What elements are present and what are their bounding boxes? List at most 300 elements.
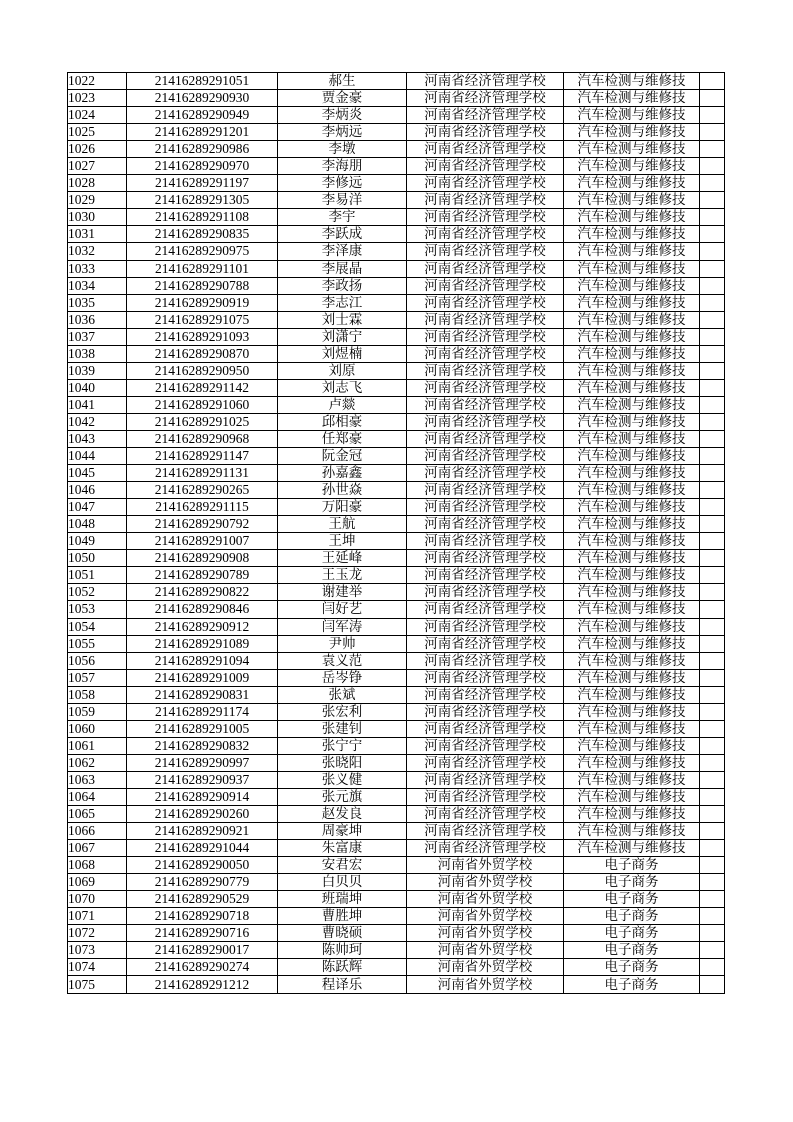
candidate-id: 21416289290265 [127,482,278,499]
empty-cell [700,908,725,925]
empty-cell [700,976,725,993]
empty-cell [700,771,725,788]
major-name: 汽车检测与维修技 [564,669,700,686]
student-name: 卢燚 [278,396,407,413]
table-row [68,90,725,107]
candidate-id: 21416289291051 [127,73,278,90]
empty-cell [700,652,725,669]
table-row [68,567,725,584]
candidate-id: 21416289291142 [127,379,278,396]
table-row [68,635,725,652]
student-name: 王玉龙 [278,567,407,584]
major-name: 汽车检测与维修技 [564,840,700,857]
empty-cell [700,942,725,959]
school-name: 河南省经济管理学校 [407,175,564,192]
empty-cell [700,533,725,550]
candidate-id: 21416289291212 [127,976,278,993]
table-row [68,448,725,465]
table-row [68,874,725,891]
row-number: 1065 [68,806,127,823]
row-number: 1058 [68,686,127,703]
empty-cell [700,840,725,857]
row-number: 1072 [68,925,127,942]
school-name: 河南省经济管理学校 [407,499,564,516]
empty-cell [700,90,725,107]
row-number: 1030 [68,209,127,226]
major-name: 汽车检测与维修技 [564,703,700,720]
major-name: 汽车检测与维修技 [564,430,700,447]
table-row [68,771,725,788]
school-name: 河南省经济管理学校 [407,754,564,771]
student-name: 李墩 [278,141,407,158]
row-number: 1053 [68,601,127,618]
major-name: 汽车检测与维修技 [564,754,700,771]
row-number: 1032 [68,243,127,260]
student-name: 李展晶 [278,260,407,277]
row-number: 1062 [68,754,127,771]
empty-cell [700,311,725,328]
candidate-id: 21416289290718 [127,908,278,925]
student-name: 刘志飞 [278,379,407,396]
school-name: 河南省经济管理学校 [407,533,564,550]
row-number: 1037 [68,328,127,345]
table-row [68,175,725,192]
major-name: 汽车检测与维修技 [564,686,700,703]
candidate-id: 21416289290831 [127,686,278,703]
row-number: 1034 [68,277,127,294]
school-name: 河南省经济管理学校 [407,413,564,430]
candidate-id: 21416289291115 [127,499,278,516]
candidate-id: 21416289290260 [127,806,278,823]
empty-cell [700,277,725,294]
empty-cell [700,294,725,311]
school-name: 河南省经济管理学校 [407,107,564,124]
student-name: 周豪坤 [278,823,407,840]
table-row [68,925,725,942]
empty-cell [700,107,725,124]
empty-cell [700,806,725,823]
table-row [68,840,725,857]
candidate-id: 21416289290835 [127,226,278,243]
major-name: 汽车检测与维修技 [564,550,700,567]
empty-cell [700,567,725,584]
row-number: 1027 [68,158,127,175]
student-name: 任郑豪 [278,430,407,447]
student-name: 赵发良 [278,806,407,823]
student-name: 曹晓硕 [278,925,407,942]
major-name: 电子商务 [564,942,700,959]
major-name: 电子商务 [564,976,700,993]
major-name: 汽车检测与维修技 [564,141,700,158]
row-number: 1029 [68,192,127,209]
school-name: 河南省外贸学校 [407,891,564,908]
table-row [68,959,725,976]
major-name: 电子商务 [564,959,700,976]
student-name: 李修远 [278,175,407,192]
table-row [68,669,725,686]
row-number: 1073 [68,942,127,959]
school-name: 河南省经济管理学校 [407,686,564,703]
candidate-id: 21416289290937 [127,771,278,788]
candidate-id: 21416289290914 [127,788,278,805]
empty-cell [700,857,725,874]
student-name: 孙嘉鑫 [278,465,407,482]
major-name: 电子商务 [564,925,700,942]
major-name: 汽车检测与维修技 [564,567,700,584]
candidate-id: 21416289290274 [127,959,278,976]
empty-cell [700,175,725,192]
major-name: 汽车检测与维修技 [564,533,700,550]
empty-cell [700,499,725,516]
school-name: 河南省经济管理学校 [407,669,564,686]
student-name: 李宇 [278,209,407,226]
school-name: 河南省经济管理学校 [407,260,564,277]
table-row [68,345,725,362]
school-name: 河南省经济管理学校 [407,328,564,345]
student-name: 李跃成 [278,226,407,243]
school-name: 河南省经济管理学校 [407,192,564,209]
empty-cell [700,618,725,635]
row-number: 1052 [68,584,127,601]
candidate-id: 21416289290912 [127,618,278,635]
candidate-id: 21416289290930 [127,90,278,107]
row-number: 1047 [68,499,127,516]
empty-cell [700,465,725,482]
table-row [68,328,725,345]
student-name: 袁义范 [278,652,407,669]
empty-cell [700,448,725,465]
table-row [68,703,725,720]
school-name: 河南省经济管理学校 [407,226,564,243]
empty-cell [700,328,725,345]
candidate-id: 21416289290822 [127,584,278,601]
major-name: 汽车检测与维修技 [564,482,700,499]
major-name: 汽车检测与维修技 [564,158,700,175]
student-name: 王航 [278,516,407,533]
student-name: 刘原 [278,362,407,379]
school-name: 河南省经济管理学校 [407,720,564,737]
row-number: 1054 [68,618,127,635]
empty-cell [700,550,725,567]
major-name: 汽车检测与维修技 [564,345,700,362]
empty-cell [700,413,725,430]
major-name: 汽车检测与维修技 [564,465,700,482]
school-name: 河南省经济管理学校 [407,806,564,823]
school-name: 河南省经济管理学校 [407,124,564,141]
empty-cell [700,379,725,396]
candidate-id: 21416289290779 [127,874,278,891]
student-name: 邱相豪 [278,413,407,430]
candidate-id: 21416289290986 [127,141,278,158]
major-name: 汽车检测与维修技 [564,124,700,141]
table-row [68,396,725,413]
candidate-id: 21416289290968 [127,430,278,447]
major-name: 汽车检测与维修技 [564,823,700,840]
student-name: 张晓阳 [278,754,407,771]
row-number: 1055 [68,635,127,652]
school-name: 河南省外贸学校 [407,959,564,976]
roster-body [68,73,725,994]
table-row [68,720,725,737]
empty-cell [700,703,725,720]
major-name: 汽车检测与维修技 [564,243,700,260]
empty-cell [700,396,725,413]
school-name: 河南省经济管理学校 [407,601,564,618]
table-row [68,430,725,447]
school-name: 河南省经济管理学校 [407,209,564,226]
table-row [68,618,725,635]
student-name: 李海朋 [278,158,407,175]
table-row [68,192,725,209]
school-name: 河南省经济管理学校 [407,158,564,175]
table-row [68,107,725,124]
student-name: 阮金冠 [278,448,407,465]
student-name: 张斌 [278,686,407,703]
school-name: 河南省外贸学校 [407,857,564,874]
school-name: 河南省经济管理学校 [407,788,564,805]
candidate-id: 21416289291174 [127,703,278,720]
row-number: 1031 [68,226,127,243]
school-name: 河南省经济管理学校 [407,311,564,328]
student-name: 班瑞坤 [278,891,407,908]
student-name: 尹帅 [278,635,407,652]
table-row [68,294,725,311]
major-name: 汽车检测与维修技 [564,448,700,465]
table-row [68,413,725,430]
row-number: 1026 [68,141,127,158]
table-row [68,976,725,993]
student-name: 闫军涛 [278,618,407,635]
table-row [68,362,725,379]
table-row [68,311,725,328]
empty-cell [700,891,725,908]
empty-cell [700,720,725,737]
candidate-id: 21416289290997 [127,754,278,771]
student-name: 郝生 [278,73,407,90]
student-name: 王坤 [278,533,407,550]
candidate-id: 21416289290908 [127,550,278,567]
candidate-id: 21416289291131 [127,465,278,482]
candidate-id: 21416289291093 [127,328,278,345]
student-name: 程译乐 [278,976,407,993]
empty-cell [700,788,725,805]
school-name: 河南省经济管理学校 [407,823,564,840]
school-name: 河南省外贸学校 [407,874,564,891]
row-number: 1025 [68,124,127,141]
student-name: 张宏利 [278,703,407,720]
school-name: 河南省经济管理学校 [407,73,564,90]
row-number: 1074 [68,959,127,976]
row-number: 1063 [68,771,127,788]
empty-cell [700,260,725,277]
row-number: 1022 [68,73,127,90]
candidate-id: 21416289291075 [127,311,278,328]
school-name: 河南省经济管理学校 [407,465,564,482]
student-name: 王延峰 [278,550,407,567]
table-row [68,226,725,243]
major-name: 电子商务 [564,857,700,874]
student-name: 谢建举 [278,584,407,601]
candidate-id: 21416289291005 [127,720,278,737]
school-name: 河南省经济管理学校 [407,703,564,720]
empty-cell [700,209,725,226]
table-row [68,499,725,516]
table-row [68,788,725,805]
school-name: 河南省经济管理学校 [407,362,564,379]
row-number: 1060 [68,720,127,737]
school-name: 河南省经济管理学校 [407,635,564,652]
row-number: 1057 [68,669,127,686]
empty-cell [700,959,725,976]
candidate-id: 21416289290789 [127,567,278,584]
candidate-id: 21416289290949 [127,107,278,124]
school-name: 河南省经济管理学校 [407,550,564,567]
table-row [68,550,725,567]
empty-cell [700,482,725,499]
table-row [68,277,725,294]
table-row [68,823,725,840]
row-number: 1039 [68,362,127,379]
candidate-id: 21416289290846 [127,601,278,618]
table-row [68,465,725,482]
school-name: 河南省经济管理学校 [407,277,564,294]
row-number: 1038 [68,345,127,362]
empty-cell [700,124,725,141]
student-name: 张宁宁 [278,737,407,754]
row-number: 1044 [68,448,127,465]
major-name: 汽车检测与维修技 [564,413,700,430]
student-name: 李易洋 [278,192,407,209]
school-name: 河南省经济管理学校 [407,567,564,584]
empty-cell [700,669,725,686]
table-row [68,73,725,90]
major-name: 汽车检测与维修技 [564,226,700,243]
candidate-id: 21416289290529 [127,891,278,908]
major-name: 汽车检测与维修技 [564,311,700,328]
table-row [68,516,725,533]
major-name: 汽车检测与维修技 [564,328,700,345]
school-name: 河南省经济管理学校 [407,430,564,447]
empty-cell [700,874,725,891]
table-row [68,652,725,669]
table-row [68,243,725,260]
major-name: 电子商务 [564,874,700,891]
empty-cell [700,430,725,447]
school-name: 河南省外贸学校 [407,976,564,993]
table-row [68,908,725,925]
school-name: 河南省经济管理学校 [407,584,564,601]
major-name: 汽车检测与维修技 [564,209,700,226]
empty-cell [700,362,725,379]
row-number: 1075 [68,976,127,993]
student-name: 张义健 [278,771,407,788]
student-name: 白贝贝 [278,874,407,891]
major-name: 汽车检测与维修技 [564,516,700,533]
row-number: 1070 [68,891,127,908]
student-name: 刘士霖 [278,311,407,328]
row-number: 1023 [68,90,127,107]
school-name: 河南省经济管理学校 [407,737,564,754]
student-name: 李泽康 [278,243,407,260]
row-number: 1036 [68,311,127,328]
student-name: 陈帅珂 [278,942,407,959]
row-number: 1042 [68,413,127,430]
student-name: 刘潇宁 [278,328,407,345]
table-row [68,601,725,618]
candidate-id: 21416289291089 [127,635,278,652]
empty-cell [700,601,725,618]
student-name: 岳岑铮 [278,669,407,686]
empty-cell [700,754,725,771]
major-name: 电子商务 [564,908,700,925]
student-name: 贾金豪 [278,90,407,107]
major-name: 汽车检测与维修技 [564,175,700,192]
major-name: 汽车检测与维修技 [564,277,700,294]
empty-cell [700,73,725,90]
row-number: 1043 [68,430,127,447]
candidate-id: 21416289290017 [127,942,278,959]
table-row [68,754,725,771]
row-number: 1033 [68,260,127,277]
candidate-id: 21416289290716 [127,925,278,942]
major-name: 电子商务 [564,891,700,908]
school-name: 河南省经济管理学校 [407,90,564,107]
row-number: 1040 [68,379,127,396]
empty-cell [700,737,725,754]
row-number: 1035 [68,294,127,311]
row-number: 1071 [68,908,127,925]
empty-cell [700,823,725,840]
candidate-id: 21416289290919 [127,294,278,311]
candidate-id: 21416289290792 [127,516,278,533]
empty-cell [700,584,725,601]
row-number: 1050 [68,550,127,567]
student-name: 陈跃辉 [278,959,407,976]
student-name: 张元旗 [278,788,407,805]
major-name: 汽车检测与维修技 [564,652,700,669]
student-name: 李炳远 [278,124,407,141]
student-roster-table [67,72,725,994]
major-name: 汽车检测与维修技 [564,260,700,277]
row-number: 1059 [68,703,127,720]
school-name: 河南省外贸学校 [407,925,564,942]
school-name: 河南省经济管理学校 [407,618,564,635]
row-number: 1061 [68,737,127,754]
candidate-id: 21416289291094 [127,652,278,669]
candidate-id: 21416289291009 [127,669,278,686]
row-number: 1045 [68,465,127,482]
candidate-id: 21416289291108 [127,209,278,226]
empty-cell [700,192,725,209]
row-number: 1064 [68,788,127,805]
school-name: 河南省经济管理学校 [407,840,564,857]
table-row [68,209,725,226]
row-number: 1068 [68,857,127,874]
major-name: 汽车检测与维修技 [564,806,700,823]
candidate-id: 21416289290970 [127,158,278,175]
school-name: 河南省经济管理学校 [407,482,564,499]
candidate-id: 21416289291025 [127,413,278,430]
empty-cell [700,635,725,652]
school-name: 河南省经济管理学校 [407,294,564,311]
student-name: 刘煜楠 [278,345,407,362]
table-row [68,584,725,601]
empty-cell [700,158,725,175]
school-name: 河南省经济管理学校 [407,652,564,669]
student-name: 李政扬 [278,277,407,294]
major-name: 汽车检测与维修技 [564,362,700,379]
student-name: 李志江 [278,294,407,311]
